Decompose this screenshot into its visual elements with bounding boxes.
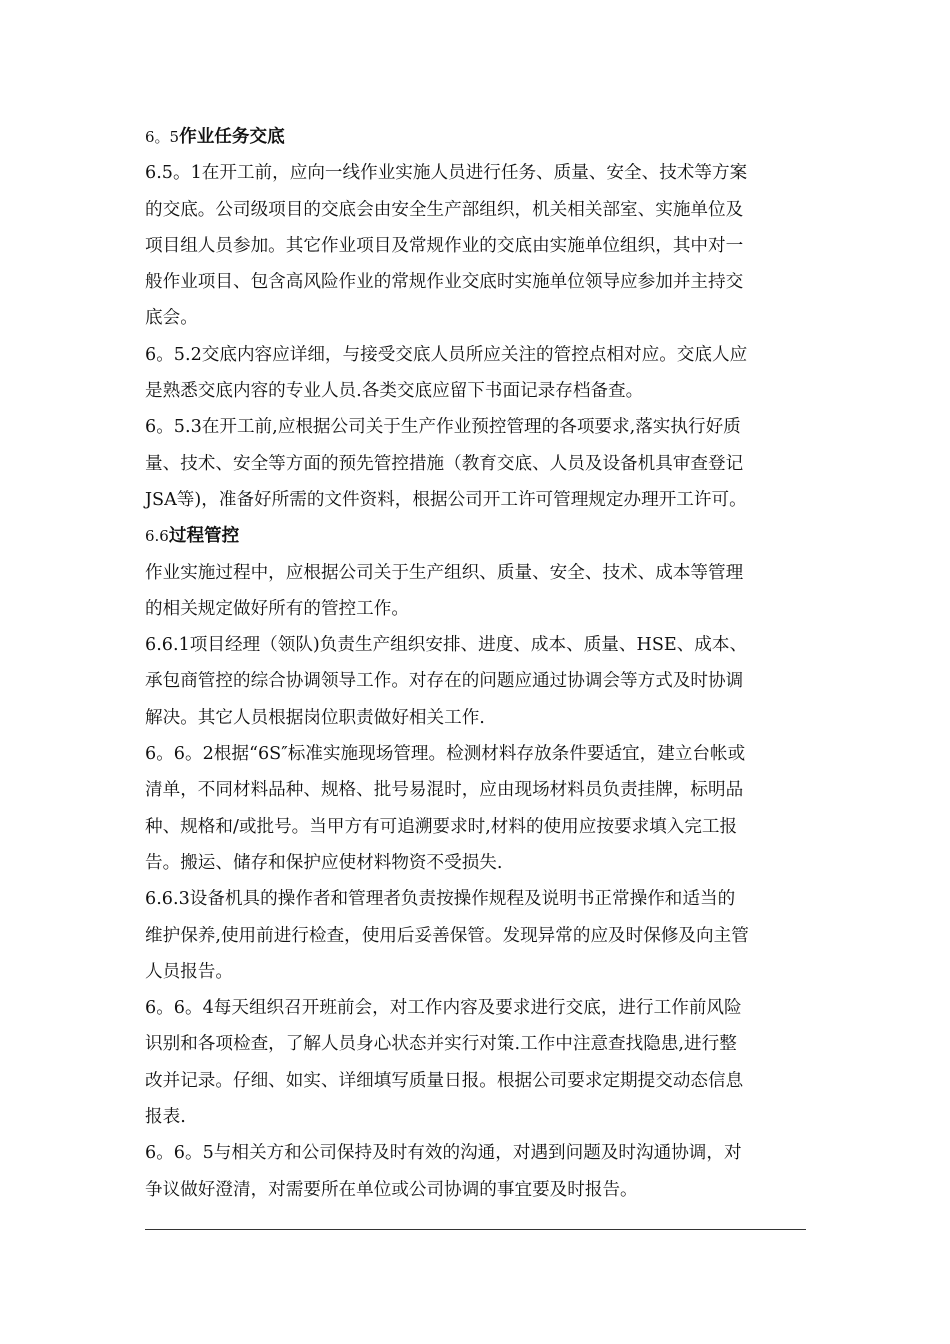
paragraph-line: [145, 845, 807, 881]
paragraph-line: [145, 700, 807, 736]
paragraph-line: [145, 990, 807, 1026]
paragraph-line: [145, 809, 807, 845]
line-text: 6。5.2交底内容应详细，与接受交底人员所应关注的管控点相对应。交底人应: [145, 344, 748, 365]
paragraph-line: [145, 1099, 807, 1135]
line-text: 种、规格和/或批号。当甲方有可追溯要求时,材料的使用应按要求填入完工报: [145, 816, 738, 837]
paragraph-line: [145, 627, 807, 663]
line-text: 6。6。5与相关方和公司保持及时有效的沟通，对遇到问题及时沟通协调，对: [145, 1143, 742, 1164]
line-text: 6.5。1在开工前，应向一线作业实施人员进行任务、质量、安全、技术等方案: [145, 163, 748, 184]
paragraph-line: [145, 482, 807, 518]
line-text: 底会。: [145, 308, 198, 329]
line-text: 维护保养,使用前进行检查，使用后妥善保管。发现异常的应及时保修及向主管: [145, 925, 749, 946]
paragraph-line: [145, 446, 807, 482]
paragraph-line: [145, 228, 807, 264]
line-text: 改并记录。仔细、如实、详细填写质量日报。根据公司要求定期提交动态信息: [145, 1070, 744, 1091]
line-text: 6。5.3在开工前,应根据公司关于生产作业预控管理的各项要求,落实执行好质: [145, 417, 741, 438]
line-text: 项目组人员参加。其它作业项目及常规作业的交底由实施单位组织，其中对一: [145, 235, 744, 256]
line-text: 6.6.1项目经理（领队)负责生产组织安排、进度、成本、质量、HSE、成本、: [145, 635, 748, 656]
section-number: 6.6: [145, 527, 169, 546]
paragraph-line: [145, 300, 807, 336]
line-text: 作业实施过程中，应根据公司关于生产组织、质量、安全、技术、成本等管理: [145, 562, 744, 583]
line-text: 的相关规定做好所有的管控工作。: [145, 598, 409, 619]
paragraph-line: [145, 1172, 807, 1208]
paragraph-line: [145, 954, 807, 990]
line-text: 告。搬运、储存和保护应使材料物资不受损失.: [145, 852, 503, 873]
section-heading: [145, 518, 807, 554]
line-text: 人员报告。: [145, 961, 233, 982]
line-text: 6。6。2根据“6S″标准实施现场管理。检测材料存放条件要适宜，建立台帐或: [145, 744, 746, 765]
section-heading: [145, 119, 807, 155]
line-text: 识别和各项检查，了解人员身心状态并实行对策.工作中注意查找隐患,进行整: [145, 1034, 737, 1055]
section-title: 作业任务交底: [179, 127, 285, 147]
paragraph-line: [145, 1063, 807, 1099]
line-text: 的交底。公司级项目的交底会由安全生产部组织，机关相关部室、实施单位及: [145, 199, 744, 220]
paragraph-line: [145, 918, 807, 954]
section-number: 6。5: [145, 128, 180, 146]
paragraph-line: [145, 555, 807, 591]
paragraph-line: [145, 1135, 807, 1171]
line-text: 般作业项目、包含高风险作业的常规作业交底时实施单位领导应参加并主持交: [145, 272, 744, 293]
paragraph-line: [145, 192, 807, 228]
line-text: 6。6。4每天组织召开班前会，对工作内容及要求进行交底，进行工作前风险: [145, 998, 742, 1019]
section-title: 过程管控: [168, 526, 240, 547]
paragraph-line: [145, 663, 807, 699]
line-text: 是熟悉交底内容的专业人员.各类交底应留下书面记录存档备查。: [145, 381, 644, 402]
line-text: JSA等)，准备好所需的文件资料，根据公司开工许可管理规定办理开工许可。: [145, 489, 747, 510]
line-text: 6.6.3设备机具的操作者和管理者负责按操作规程及说明书正常操作和适当的: [145, 889, 736, 910]
footer-divider: [145, 1229, 806, 1230]
line-text: 争议做好澄清，对需要所在单位或公司协调的事宜要及时报告。: [145, 1179, 638, 1200]
paragraph-line: [145, 373, 807, 409]
line-text: 清单，不同材料品种、规格、批号易混时，应由现场材料员负责挂牌，标明品: [145, 780, 744, 801]
line-text: 报表.: [145, 1107, 186, 1128]
paragraph-line: [145, 337, 807, 373]
paragraph-line: [145, 881, 807, 917]
line-text: 承包商管控的综合协调领导工作。对存在的问题应通过协调会等方式及时协调: [145, 671, 744, 692]
paragraph-line: [145, 736, 807, 772]
paragraph-line: [145, 155, 807, 191]
line-text: 解决。其它人员根据岗位职责做好相关工作.: [145, 707, 485, 728]
paragraph-line: [145, 772, 807, 808]
paragraph-line: [145, 264, 807, 300]
document-body: [145, 119, 807, 1208]
paragraph-line: [145, 591, 807, 627]
paragraph-line: [145, 1026, 807, 1062]
paragraph-line: [145, 409, 807, 445]
line-text: 量、技术、安全等方面的预先管控措施（教育交底、人员及设备机具审查登记: [145, 453, 744, 474]
